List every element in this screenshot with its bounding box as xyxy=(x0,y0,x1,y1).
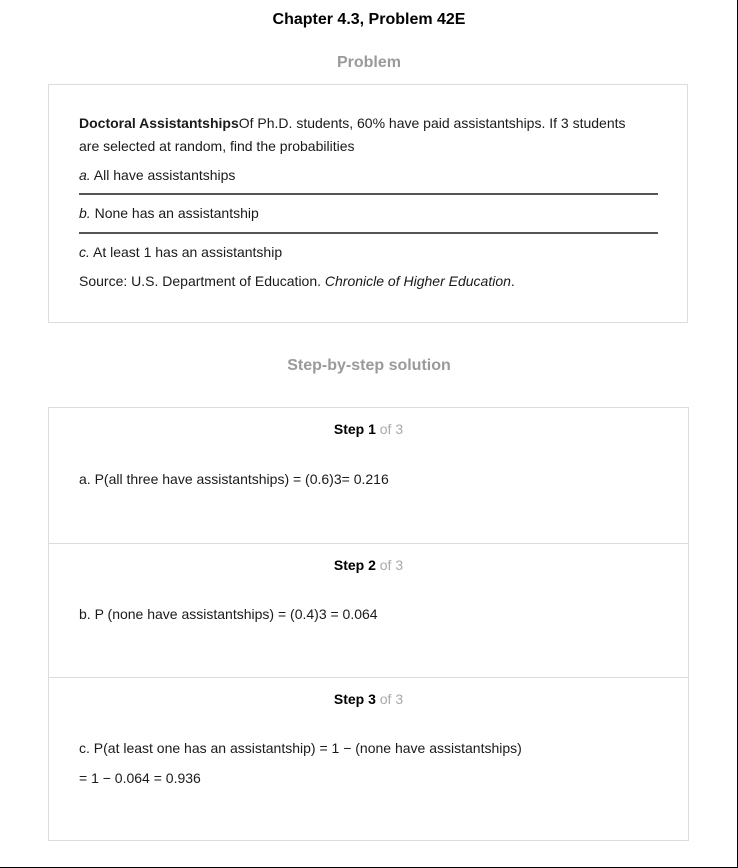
step-label: Step 2 xyxy=(333,557,376,573)
step-card xyxy=(49,677,688,840)
step-text: a. P(all three have assistantships) = (0.6)3= 0.216 xyxy=(79,471,389,487)
step-label: Step 3 xyxy=(333,691,376,707)
problem-part-c xyxy=(79,241,282,264)
answer-line xyxy=(79,232,658,234)
part-letter: b. xyxy=(79,205,91,221)
page-title: Chapter 4.3, Problem 42E xyxy=(272,11,466,28)
part-letter: a. xyxy=(79,167,91,183)
part-letter: c. xyxy=(79,244,90,260)
source-suffix: . xyxy=(510,273,515,289)
step-card xyxy=(49,408,688,543)
problem-heading: Problem xyxy=(336,54,401,71)
problem-box xyxy=(48,84,688,323)
part-text: At least 1 has an assistantship xyxy=(89,244,283,260)
step-text: c. P(at least one has an assistantship) = 1 − (none have assistantships) xyxy=(79,740,522,756)
step-header xyxy=(49,557,688,573)
problem-part-b xyxy=(79,202,259,225)
solution-heading: Step-by-step solution xyxy=(287,357,451,374)
step-card xyxy=(49,543,688,677)
step-header xyxy=(49,421,688,437)
step-count: of 3 xyxy=(375,557,404,573)
source-prefix: Source: U.S. Department of Education. xyxy=(79,273,325,289)
part-text: None has an assistantship xyxy=(90,205,259,221)
problem-source xyxy=(79,270,515,293)
problem-intro-line2: are selected at random, find the probabilities xyxy=(79,138,355,154)
problem-title: Doctoral Assistantships xyxy=(79,115,239,131)
source-publication: Chronicle of Higher Education xyxy=(324,273,511,289)
part-text: All have assistantships xyxy=(90,167,236,183)
problem-part-a xyxy=(79,164,235,187)
problem-intro xyxy=(79,112,626,158)
step-label: Step 1 xyxy=(333,421,376,437)
step-count: of 3 xyxy=(375,421,404,437)
step-count: of 3 xyxy=(375,691,404,707)
step-text: = 1 − 0.064 = 0.936 xyxy=(79,770,201,786)
step-text: b. P (none have assistantships) = (0.4)3 = 0.064 xyxy=(79,606,378,622)
solution-box xyxy=(48,407,689,841)
step-header xyxy=(49,691,688,707)
problem-intro-line1: Of Ph.D. students, 60% have paid assistantships. If 3 students xyxy=(238,115,626,131)
answer-line xyxy=(79,193,658,195)
